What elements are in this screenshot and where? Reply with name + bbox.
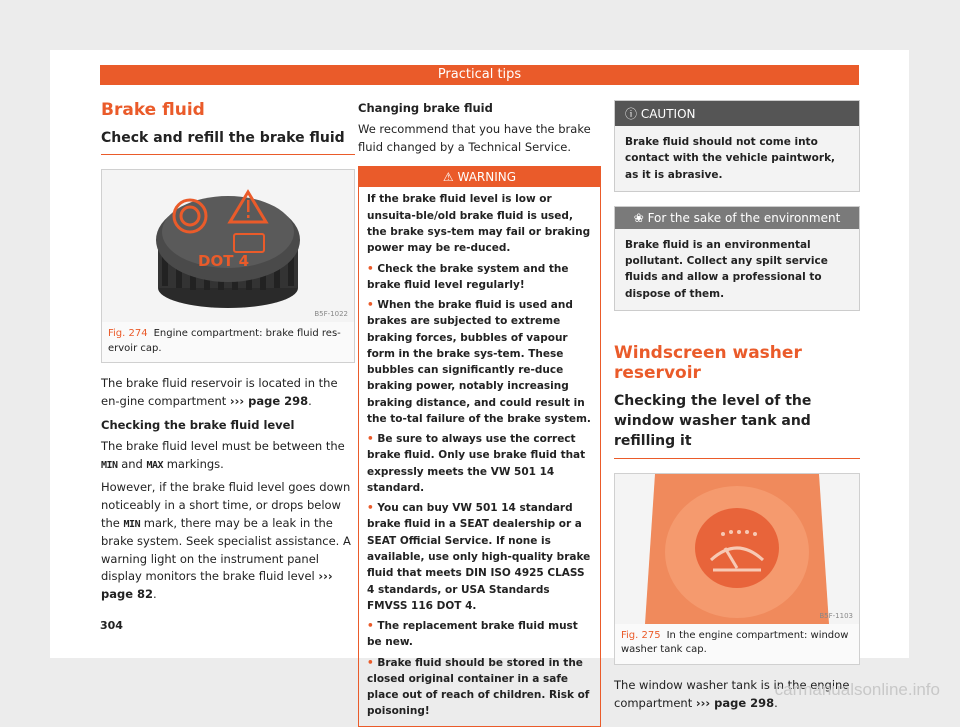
figure-number: Fig. 274 — [108, 328, 148, 340]
figure-caption-text: In the engine compartment: window washer tank cap. — [621, 629, 849, 656]
brake-cap-illustration — [102, 170, 354, 322]
brake-fluid-cap-image — [102, 170, 354, 322]
page-ref-link[interactable]: ››› page 298 — [695, 695, 775, 710]
column-right — [614, 100, 860, 718]
watermark: carmanualsonline.info — [774, 680, 940, 699]
figure-brake-cap — [101, 169, 355, 363]
washer-cap-illustration — [615, 474, 859, 624]
environment-title — [615, 207, 859, 229]
text-span: . — [774, 695, 778, 710]
changing-heading: Changing brake fluid — [358, 101, 493, 115]
warning-item — [367, 297, 592, 427]
dot4-label: DOT 4 — [198, 252, 250, 271]
warning-title-text: WARNING — [457, 170, 517, 185]
figure-washer-cap — [614, 473, 860, 665]
figure-caption — [615, 624, 859, 664]
warning-item-text: Brake fluid should be stored in the closed original container in a safe place out of reach of children. Risk of poisoning! — [367, 656, 590, 718]
warning-item — [367, 500, 592, 614]
caution-title — [615, 101, 859, 126]
warning-item — [367, 261, 592, 294]
warning-item — [367, 431, 592, 496]
bullet-icon: • — [367, 299, 378, 312]
warning-item-text: The replacement brake fluid must be new. — [367, 620, 578, 649]
page-ref-link[interactable]: ››› page 298 — [229, 394, 309, 409]
text-span: The window washer tank is in the engine compartment — [614, 677, 850, 710]
bullet-icon: • — [367, 502, 378, 515]
warning-box — [358, 166, 601, 726]
environment-box — [614, 206, 860, 311]
min-marking: MIN — [101, 459, 118, 471]
text-span: However, if the brake fluid level goes down noticeably in a short time, or drops below the — [101, 480, 351, 530]
subsection-title: Check and refill the brake fluid — [101, 128, 355, 155]
text-span: The brake fluid level must be between the — [101, 438, 345, 453]
figure-code: B5F-1022 — [314, 310, 348, 319]
min-marking: MIN — [123, 518, 141, 530]
warning-item — [367, 655, 592, 720]
check-text — [101, 438, 355, 474]
caution-box — [614, 100, 860, 192]
caution-text: Brake fluid should not come into contact with the vehicle paintwork, as it is abrasive. — [625, 136, 836, 181]
washer-cap-image — [615, 474, 859, 624]
section-title-brake-fluid: Brake fluid — [101, 100, 205, 120]
page-header: Practical tips — [100, 65, 859, 85]
text-span: The brake fluid reservoir is located in the en-gine compartment — [101, 376, 338, 409]
figure-caption — [102, 322, 354, 362]
changing-text: We recommend that you have the brake fluid changed by a Technical Service. — [358, 121, 591, 154]
warning-item-text: Be sure to always use the correct brake fluid. Only use brake fluid that expressly meets the VW 501 14 standard. — [367, 433, 586, 494]
column-left — [101, 100, 355, 610]
text-span: markings. — [166, 456, 224, 471]
bullet-icon: • — [367, 433, 378, 446]
warning-item-text: When the brake fluid is used and brakes are subjected to extreme braking forces, bubbles of vapour form in the brake sys-tem. These bubbles can significantly re-duce braking power, notably increasing braking distance, and could result in the to-tal failure of the brake system. — [367, 299, 591, 425]
column-middle — [358, 100, 601, 727]
warning-item-text: Check the brake system and the brake fluid level regularly! — [367, 262, 569, 291]
reservoir-location-text — [101, 375, 355, 411]
figure-code: B5F-1103 — [819, 611, 853, 620]
warning-icon: ⚠ — [442, 170, 454, 185]
bullet-icon: • — [367, 262, 378, 275]
check-heading: Checking the brake fluid level — [101, 417, 295, 432]
however-text — [101, 479, 355, 604]
text-span: . — [308, 394, 312, 409]
figure-number: Fig. 275 — [621, 629, 661, 641]
info-circle-icon: ⓘ — [625, 107, 638, 121]
warning-body — [359, 187, 600, 725]
bullet-icon: • — [367, 656, 378, 669]
page-number: 304 — [100, 619, 123, 632]
warning-intro: If the brake fluid level is low or unsuita-ble/old brake fluid is used, the brake sys-tem may fail or braking power may be re-duced. — [367, 193, 591, 255]
page-ref-link[interactable]: ››› page 82 — [101, 569, 333, 602]
environment-title-text: For the sake of the environment — [647, 210, 841, 225]
bullet-icon: • — [367, 620, 378, 633]
warning-item-text: You can buy VW 501 14 standard brake fluid in a SEAT dealership or a SEAT Official Service. If none is available, use only high-quality brake fluid that meets DIN ISO 4925 CLASS 4 standards, or USA Standards FMVSS 116 DOT 4. — [367, 502, 591, 612]
leaf-icon: ❀ — [633, 210, 644, 225]
subsection-title-washer: Checking the level of the window washer tank and refilling it — [614, 391, 860, 459]
max-marking: MAX — [146, 459, 164, 471]
section-title-washer: Windscreen washer reservoir — [614, 342, 802, 383]
text-span: mark, there may be a leak in the brake system. Seek specialist assistance. A warning light on the instrument panel display monitors the brake fluid level — [101, 515, 351, 584]
warning-item — [367, 618, 592, 651]
caution-title-text: CAUTION — [640, 107, 696, 121]
environment-text: Brake fluid is an environmental pollutant. Collect any spilt service fluids and allow a professional to dispose of them. — [625, 238, 828, 300]
figure-caption-text: Engine compartment: brake fluid res-ervoir cap. — [108, 328, 341, 354]
warning-title — [359, 167, 600, 187]
text-span: . — [153, 587, 157, 602]
text-span: and — [121, 456, 143, 471]
